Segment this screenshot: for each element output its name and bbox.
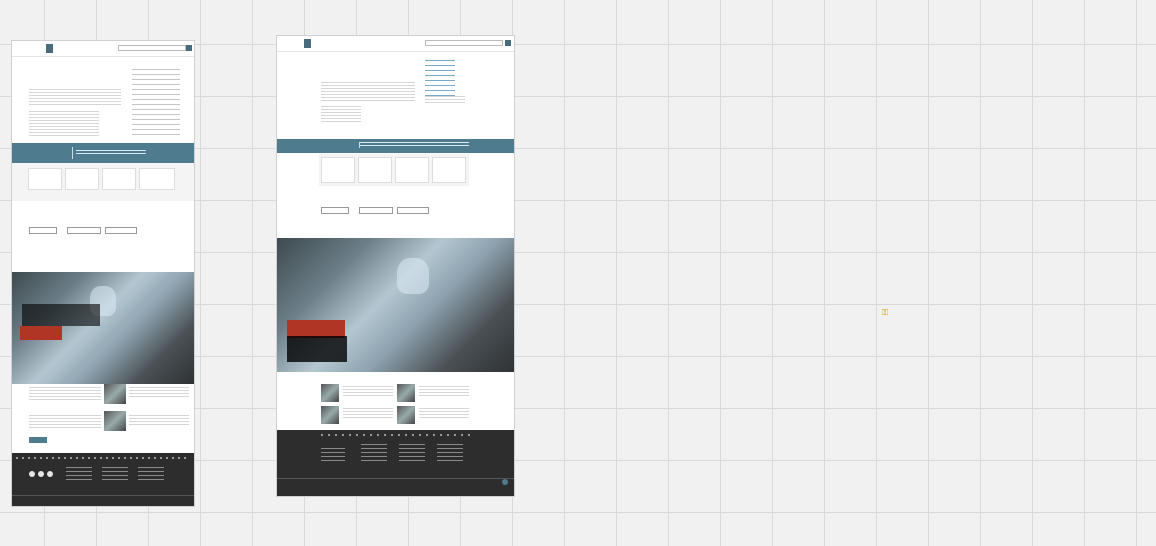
footer-az-index[interactable]: [321, 434, 471, 436]
mock-related-article[interactable]: [343, 408, 393, 418]
footer-links[interactable]: [138, 467, 164, 483]
footer-social-icon[interactable]: [47, 471, 53, 477]
footer-social-icon[interactable]: [29, 471, 35, 477]
mock-task-button[interactable]: [321, 207, 349, 214]
mock-article-thumb: [104, 384, 126, 404]
mock-search-icon[interactable]: [186, 45, 192, 51]
mock-task-button[interactable]: [359, 207, 393, 214]
mock-related-article[interactable]: [29, 415, 101, 429]
mock-footer: [12, 453, 194, 506]
mock-local-nav[interactable]: [132, 69, 180, 139]
mock-article-thumb: [321, 406, 339, 424]
mock-intro-text: [321, 82, 415, 102]
mock-header: [277, 36, 514, 52]
mock-search-icon[interactable]: [505, 40, 511, 46]
mock-topic-card[interactable]: [395, 157, 429, 183]
key-title: [882, 308, 888, 318]
mock-banner-body: [359, 142, 469, 148]
mock-related-article[interactable]: [343, 386, 393, 396]
sitecore-mockup[interactable]: [277, 36, 514, 496]
mock-related-article[interactable]: [419, 386, 469, 396]
footer-divider: [12, 495, 194, 496]
mock-topic-card[interactable]: [65, 168, 99, 190]
mock-task-button[interactable]: [67, 227, 101, 234]
mock-topic-card[interactable]: [28, 168, 62, 190]
mock-related-topics: [12, 163, 194, 201]
mock-banner-divider: [72, 147, 73, 159]
mock-topic-card[interactable]: [321, 157, 355, 183]
mock-article-thumb: [397, 384, 415, 402]
footer-links[interactable]: [361, 444, 387, 464]
mock-intro-list: [29, 111, 99, 136]
mock-related-article[interactable]: [419, 408, 469, 418]
footer-links[interactable]: [437, 444, 463, 464]
mock-topic-card[interactable]: [358, 157, 392, 183]
mock-article-thumb: [104, 411, 126, 431]
mock-intro-list: [321, 106, 361, 124]
mock-highlight-banner: [277, 139, 514, 153]
footer-social-icon[interactable]: [38, 471, 44, 477]
mock-topic-card[interactable]: [102, 168, 136, 190]
footer-links[interactable]: [399, 444, 425, 464]
mock-more-news-button[interactable]: [29, 437, 47, 443]
mock-related-article[interactable]: [29, 387, 101, 401]
mock-nav-extra: [425, 96, 465, 104]
footer-az-index[interactable]: [16, 457, 190, 459]
mock-header: [12, 41, 194, 57]
footer-links[interactable]: [321, 448, 345, 462]
mock-spotlight-card[interactable]: [22, 304, 100, 326]
mock-footer: [277, 430, 514, 496]
footer-divider: [277, 478, 514, 479]
mock-highlight-banner: [12, 143, 194, 163]
mock-spotlight-image: [277, 238, 514, 372]
mock-task-button[interactable]: [397, 207, 429, 214]
footer-links[interactable]: [66, 467, 92, 483]
face-shield-shape: [397, 258, 429, 294]
design-file-mockup[interactable]: [12, 41, 194, 506]
mock-spotlight-image: [12, 272, 194, 384]
mock-related-topics: [319, 154, 469, 186]
mock-spotlight-card[interactable]: [287, 336, 347, 362]
mock-topic-card[interactable]: [432, 157, 466, 183]
mock-article-thumb: [397, 406, 415, 424]
mock-related-article[interactable]: [129, 415, 189, 425]
back-to-top-icon[interactable]: [502, 479, 508, 485]
mock-banner-body: [76, 150, 146, 156]
mock-task-button[interactable]: [105, 227, 137, 234]
mock-intro-text: [29, 89, 121, 107]
mock-welcome-sign: [20, 326, 62, 340]
mock-task-button[interactable]: [29, 227, 57, 234]
mock-article-thumb: [321, 384, 339, 402]
mock-search-input[interactable]: [118, 45, 186, 51]
key-icon: ⚿: [882, 308, 889, 317]
mock-badge: [46, 44, 53, 53]
mock-badge: [304, 39, 311, 48]
mock-related-article[interactable]: [129, 387, 189, 397]
mock-topic-card[interactable]: [139, 168, 175, 190]
footer-links[interactable]: [102, 467, 128, 483]
mock-search-input[interactable]: [425, 40, 503, 46]
mock-local-nav[interactable]: [425, 60, 455, 98]
